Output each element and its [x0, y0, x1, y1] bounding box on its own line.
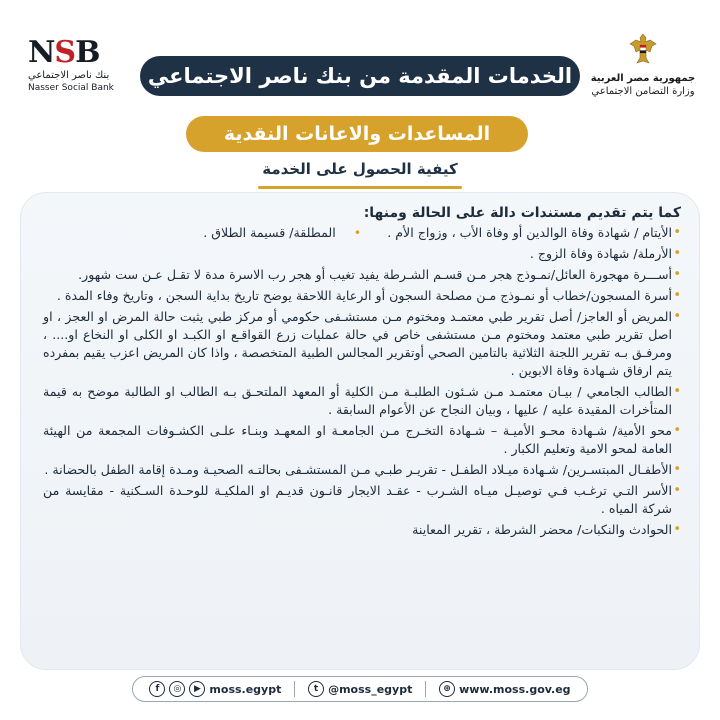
social-footer	[132, 676, 588, 702]
content-list	[43, 203, 681, 542]
twitter-icon[interactable]: t	[308, 681, 324, 697]
list-item-widow: • الأرملة/ شهادة وفاة الزوج .	[43, 245, 681, 263]
page-title: الخدمات المقدمة من بنك ناصر الاجتماعي	[140, 56, 580, 96]
website-group[interactable]	[439, 681, 570, 697]
nsb-logo	[28, 35, 138, 108]
instagram-icon[interactable]: ◎	[169, 681, 185, 697]
list-item-student: • الطالب الجامعي / بيـان معتمـد مـن شـئون الطلبـة مـن الكلية أو المعهد الملتحـق بـه الطالب او الطالبة موضح به قيمة المتأخرات المقيدة عليه / عليها ، وبيان النجاح عن الأعوام السابقة .	[43, 383, 681, 419]
how-to-title: كيفية الحصول على الخدمة	[262, 160, 458, 178]
list-item-abandoned-family: • أســـرة مهجورة العائل/نمـوذج هجر مـن قسـم الشـرطة يفيد تغيب أو هجر رب الاسرة مدة لا تقـل عـن ست شهور.	[43, 266, 681, 284]
ministry-logo	[588, 32, 698, 112]
facebook-group[interactable]	[149, 681, 281, 697]
list-item-water-connection: • الأسر التـي ترغـب فـي توصيـل ميـاه الشـرب - عقـد الايجار قانـون قديـم او الملكيـة للوحـدة السـكنية - مقايسة من شركة المياه .	[43, 482, 681, 518]
content-card	[20, 192, 700, 670]
footer-divider	[425, 681, 426, 697]
inline-bullet: •	[353, 225, 362, 240]
facebook-handle[interactable]: moss.egypt	[209, 682, 282, 696]
list-item-literacy: • محو الأمية/ شـهادة محـو الأميـة – شـهادة التخـرج مـن الجامعـة او المعهـد وبنـاء علـى الكشـوفات المجمعة من الهيئة العامة لمحو الامية وتعليم الكبار .	[43, 422, 681, 458]
list-item-prisoner-family: • أسرة المسجون/خطاب أو نمـوذج مـن مصلحة السجون أو الرعاية اللاحقة يوضح تاريخ بداية السجن ، وتاريخ وفاء المدة .	[43, 287, 681, 305]
list-item-orphans: • الأيتام / شهادة وفاة الوالدين أو وفاة الأب ، وزواج الأم .•المطلقة/ قسيمة الطلاق .	[43, 224, 681, 242]
how-to-underline	[258, 186, 462, 189]
twitter-handle[interactable]: @moss_egypt	[328, 682, 413, 696]
website-link[interactable]: www.moss.gov.eg	[459, 682, 571, 696]
egypt-eagle-icon	[628, 32, 658, 66]
gov-name: جمهورية مصر العربية	[590, 73, 696, 84]
list-item-premature-babies: • الأطفـال المبتسـرين/ شـهادة ميـلاد الطفـل - تقريـر طبـي مـن المستشـفى بحالتـه الصحيـة ومـدة إقامة الطفل بالحضانة .	[43, 461, 681, 479]
list-item-patient: • المريض أو العاجز/ أصل تقرير طبي معتمـد ومختوم مـن مستشـفى حكومي أو مركز طبي يثبت حالة المرض او العجز ، او اصل تقرير طبي معتمد ومختوم مـن مستشفى خاص في حالة عمليات زرع القواقـع او الكبـد او الكلى او النخاع او.... ، ومرفـق بـه تقرير اللجنة الثلاثية بالتامين الصحي أوتقرير المجالس الطبية المتخصصة ، واذا كان المريض اعزب يقيم بمفرده يتم ارفاق شـهادة وفاة الابوين .	[43, 308, 681, 380]
footer-divider	[294, 681, 295, 697]
intro-text: كما يتم تقديم مستندات دالة على الحالة ومنها:	[363, 205, 681, 221]
globe-icon[interactable]: ⊕	[439, 681, 455, 697]
nsb-logo-mark: NSB	[28, 35, 100, 70]
nsb-english-name: Nasser Social Bank	[28, 83, 114, 93]
twitter-group[interactable]	[308, 681, 412, 697]
youtube-icon[interactable]: ▶	[189, 681, 205, 697]
section-title: المساعدات والاعانات النقدية	[186, 116, 528, 152]
facebook-icon[interactable]: f	[149, 681, 165, 697]
nsb-arabic-name: بنك ناصر الاجتماعي	[28, 70, 110, 81]
ministry-name: وزارة التضامن الاجتماعي	[591, 86, 695, 97]
list-item-accidents: • الحوادث والنكبات/ محضر الشرطة ، تقرير المعاينة	[43, 521, 681, 539]
